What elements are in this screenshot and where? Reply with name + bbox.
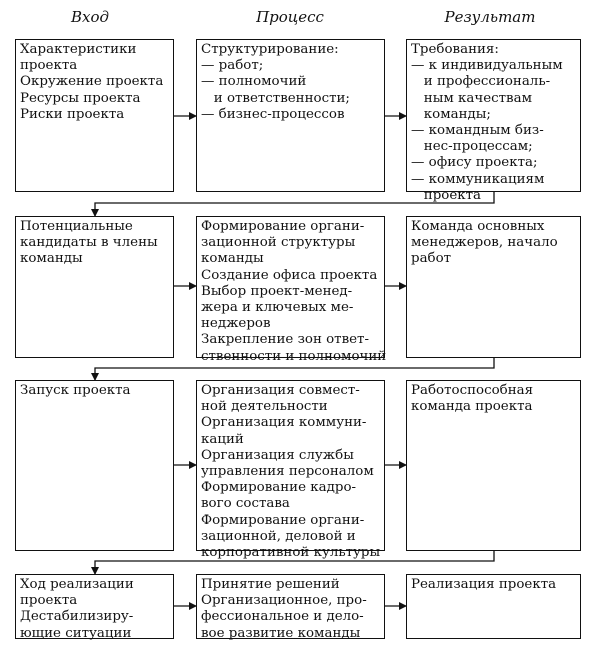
row2-process-line: ственности и полномочий	[201, 348, 387, 364]
row4-process-line: фессиональное и дело-	[201, 609, 364, 625]
row4-process-box	[196, 574, 385, 639]
row4-process-line: вое развитие команды	[201, 625, 361, 641]
row1-result-line: команды;	[411, 106, 491, 122]
header-process: Процесс	[256, 8, 324, 26]
row1-result-line: — офису проекта;	[411, 155, 538, 171]
row2-process-line: Выбор проект-менед-	[201, 283, 353, 299]
row1-process-line: — работ;	[201, 58, 264, 74]
row3-process-line: Организация коммуни-	[201, 415, 367, 431]
row4-result-box	[406, 574, 581, 639]
row2-process-line: Создание офиса проекта	[201, 267, 378, 283]
row1-result-line: проекта	[411, 187, 482, 203]
row1-input-line: Окружение проекта	[20, 74, 164, 90]
row1-input-line: Риски проекта	[20, 106, 125, 122]
row3-input-box	[15, 380, 174, 551]
row3-result-line: Работоспособная	[411, 383, 534, 398]
row2-process-line: Закрепление зон ответ-	[201, 332, 369, 348]
row2-process-line: команды	[201, 251, 264, 267]
row3-process-line: вого состава	[201, 496, 290, 512]
row3-process-line: Формирование кадро-	[201, 480, 357, 496]
row1-input-line: проекта	[20, 58, 78, 74]
row4-result-line: Реализация проекта	[411, 577, 557, 592]
row3-process-line: управления персоналом	[201, 464, 374, 480]
row1-process-line: Структурирование:	[201, 42, 339, 57]
row2-result-line: менеджеров, начало	[411, 235, 558, 251]
row1-result-line: нес-процессам;	[411, 139, 533, 155]
row3-process-line: Формирование органи-	[201, 512, 365, 528]
row3-process-line: зационной, деловой и	[201, 528, 356, 544]
row2-input-line: кандидаты в члены	[20, 235, 158, 251]
row3-process-line: каций	[201, 431, 244, 447]
row2-input-box	[15, 216, 174, 358]
row4-process-line: Принятие решений	[201, 577, 340, 592]
row1-process-line: — бизнес-процессов	[201, 106, 345, 122]
row2-result-line: работ	[411, 251, 452, 267]
row2-process-line: неджеров	[201, 316, 271, 332]
row3-process-line: Организация совмест-	[201, 383, 360, 398]
header-result: Результат	[444, 8, 536, 26]
row2-input-line: Потенциальные	[20, 219, 133, 234]
row3-process-box	[196, 380, 385, 561]
row4-process-line: Организационное, про-	[201, 593, 367, 609]
row1-input-box	[15, 39, 174, 192]
row3-process-line: ной деятельности	[201, 399, 328, 415]
row4-input-line: Ход реализации	[20, 577, 134, 592]
row1-result-line: — к индивидуальным	[411, 58, 563, 74]
row1-result-line: и профессиональ-	[411, 74, 551, 90]
row1-input-line: Характеристики	[20, 42, 137, 57]
row1-result-box	[406, 39, 581, 203]
row1-result-line: — командным биз-	[411, 123, 544, 139]
row2-process-line: жера и ключевых ме-	[201, 300, 354, 316]
row4-input-box	[15, 574, 174, 639]
row2-process-line: Формирование органи-	[201, 219, 365, 234]
row2-result-line: Команда основных	[411, 219, 545, 234]
row2-input-line: команды	[20, 251, 83, 267]
row2-process-line: зационной структуры	[201, 235, 356, 251]
row4-input-line: ющие ситуации	[20, 625, 132, 641]
row3-input-line: Запуск проекта	[20, 383, 131, 398]
row1-input-line: Ресурсы проекта	[20, 90, 141, 106]
row1-process-line: и ответственности;	[201, 90, 350, 106]
header-input: Вход	[70, 8, 110, 26]
row1-result-line: Требования:	[411, 42, 499, 57]
row3-process-line: Организация службы	[201, 447, 354, 463]
row2-result-box	[406, 216, 581, 358]
row2-process-box	[196, 216, 387, 364]
row4-input-line: Дестабилизиру-	[20, 609, 134, 625]
row3-result-line: команда проекта	[411, 399, 533, 415]
row1-result-line: — коммуникациям	[411, 171, 545, 187]
row1-process-line: — полномочий	[201, 74, 307, 90]
row3-process-line: корпоративной культуры	[201, 545, 381, 561]
row1-result-line: ным качествам	[411, 90, 532, 106]
row1-process-box	[196, 39, 385, 192]
row3-result-box	[406, 380, 581, 551]
row4-input-line: проекта	[20, 593, 78, 609]
